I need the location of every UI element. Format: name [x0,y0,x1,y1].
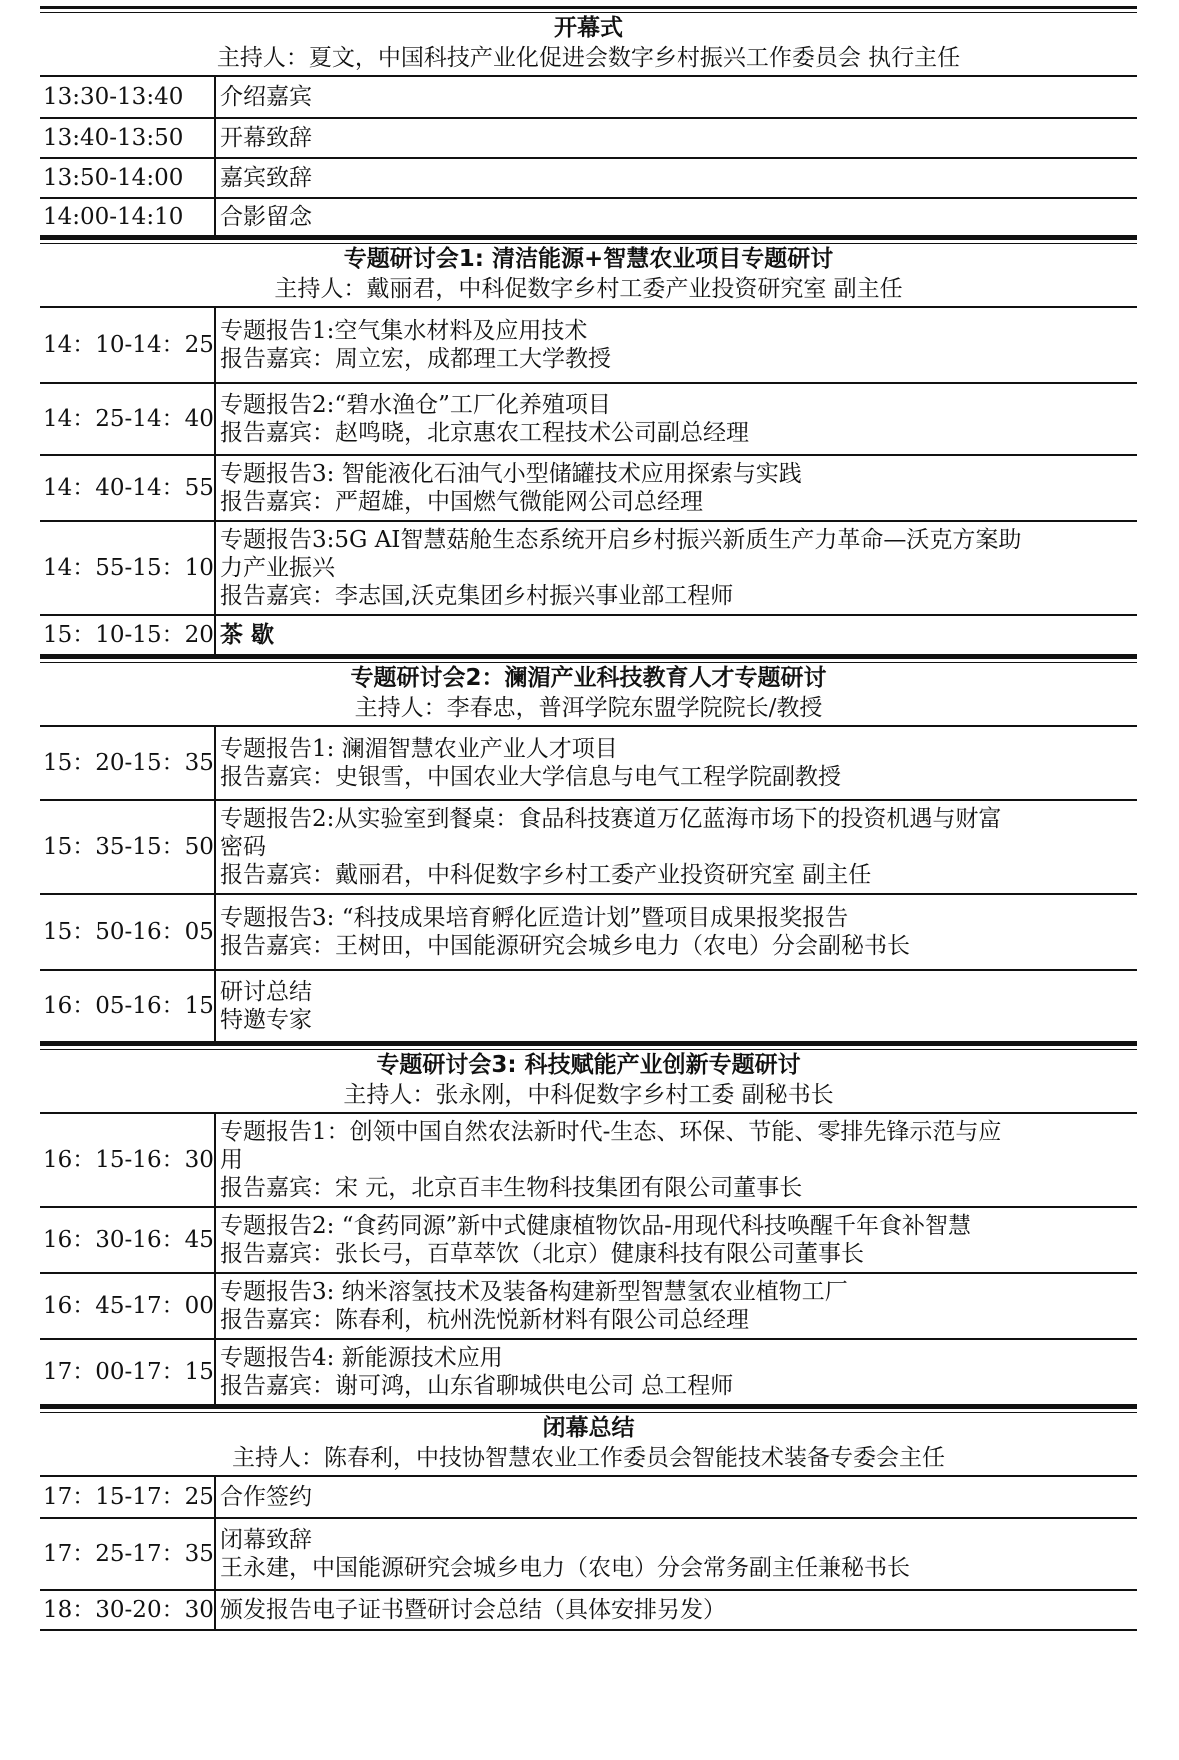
section-title: 专题研讨会2：澜湄产业科技教育人才专题研讨 [350,665,827,691]
schedule-row [40,615,1137,655]
schedule-row [40,1518,1137,1590]
session-line: 王永建，中国能源研究会城乡电力（农电）分会常务副主任兼秘书长 [220,1555,910,1581]
session-content [215,1113,1137,1207]
session-line: 报告嘉宾：王树田，中国能源研究会城乡电力（农电）分会副秘书长 [220,933,910,959]
time-slot: 14：10-14：25 [40,307,215,383]
session-content [215,1273,1137,1339]
schedule-row [40,1590,1137,1630]
agenda-page [40,0,1137,1631]
session-line: 闭幕致辞 [220,1527,312,1553]
section-host: 主持人：张永刚，中科促数字乡村工委 副秘书长 [343,1082,834,1108]
session-line: 密码 [220,834,266,860]
time-slot: 17：25-17：35 [40,1518,215,1590]
session-line: 嘉宾致辞 [220,165,312,191]
time-slot: 13:50-14:00 [40,158,215,198]
time-slot: 15：35-15：50 [40,800,215,894]
session-line: 报告嘉宾：戴丽君，中科促数字乡村工委产业投资研究室 副主任 [220,862,872,888]
session-line: 报告嘉宾：陈春利，杭州洗悦新材料有限公司总经理 [220,1307,749,1333]
schedule-row [40,1273,1137,1339]
time-slot: 15：10-15：20 [40,615,215,655]
session-line: 专题报告1:空气集水材料及应用技术 [220,318,588,344]
session-content [215,1590,1137,1630]
session-content [215,1518,1137,1590]
session-content [215,158,1137,198]
session-line: 专题报告2: “食药同源”新中式健康植物饮品-用现代科技唤醒千年食补智慧 [220,1213,971,1239]
time-slot: 15：20-15：35 [40,726,215,800]
schedule-row [40,1113,1137,1207]
section-header [40,663,1137,725]
time-slot: 13:40-13:50 [40,118,215,158]
section-title: 闭幕总结 [542,1415,635,1441]
schedule-row [40,894,1137,970]
time-slot: 13:30-13:40 [40,76,215,118]
time-slot: 18：30-20：30 [40,1590,215,1630]
schedule-row [40,383,1137,455]
session-line: 报告嘉宾：周立宏，成都理工大学教授 [220,346,611,372]
session-line: 合影留念 [220,204,312,230]
time-slot: 14：40-14：55 [40,455,215,521]
session-content [215,894,1137,970]
section-divider [40,237,1137,244]
session-line: 专题报告2:从实验室到餐桌：食品科技赛道万亿蓝海市场下的投资机遇与财富 [220,806,1002,832]
session-line: 专题报告1：创领中国自然农法新时代-生态、环保、节能、零排先锋示范与应 [220,1119,1002,1145]
schedule-table [40,306,1137,656]
session-line: 专题报告2:“碧水渔仓”工厂化养殖项目 [220,392,611,418]
session-line: 专题报告3: “科技成果培育孵化匠造计划”暨项目成果报奖报告 [220,905,849,931]
session-line: 报告嘉宾：赵鸣晓，北京惠农工程技术公司副总经理 [220,420,749,446]
session-line: 专题报告4: 新能源技术应用 [220,1345,503,1371]
cropped-header [40,0,1137,6]
session-line: 专题报告1: 澜湄智慧农业产业人才项目 [220,736,618,762]
section-divider [40,656,1137,663]
session-line: 报告嘉宾：张长弓，百草萃饮（北京）健康科技有限公司董事长 [220,1241,864,1267]
section-divider [40,1406,1137,1413]
session-line: 报告嘉宾：严超雄，中国燃气微能网公司总经理 [220,489,703,515]
section-divider [40,1043,1137,1050]
schedule-row [40,521,1137,615]
schedule-row [40,1476,1137,1518]
section-header [40,1050,1137,1112]
session-line: 专题报告3: 纳米溶氢技术及装备构建新型智慧氢农业植物工厂 [220,1279,848,1305]
agenda-body [40,6,1137,1631]
schedule-row [40,76,1137,118]
time-slot: 16：05-16：15 [40,970,215,1042]
schedule-row [40,726,1137,800]
time-slot: 16：30-16：45 [40,1207,215,1273]
session-content [215,615,1137,655]
schedule-row [40,455,1137,521]
session-line: 专题报告3: 智能液化石油气小型储罐技术应用探索与实践 [220,461,802,487]
schedule-row [40,118,1137,158]
time-slot: 17：15-17：25 [40,1476,215,1518]
time-slot: 15：50-16：05 [40,894,215,970]
section-host: 主持人：李春忠，普洱学院东盟学院院长/教授 [354,695,823,721]
session-content [215,118,1137,158]
time-slot: 14：55-15：10 [40,521,215,615]
session-content [215,307,1137,383]
schedule-row [40,970,1137,1042]
schedule-row [40,1207,1137,1273]
section-header [40,244,1137,306]
session-content [215,198,1137,236]
session-line: 报告嘉宾：谢可鸿，山东省聊城供电公司 总工程师 [220,1373,734,1399]
session-line: 报告嘉宾：宋 元，北京百丰生物科技集团有限公司董事长 [220,1175,803,1201]
section-title: 专题研讨会3: 科技赋能产业创新专题研讨 [376,1052,801,1078]
session-content [215,1476,1137,1518]
section-host: 主持人：陈春利，中技协智慧农业工作委员会智能技术装备专委会主任 [232,1445,945,1471]
section-header [40,1413,1137,1475]
section-title: 开幕式 [554,15,623,41]
session-content [215,455,1137,521]
session-line: 力产业振兴 [220,555,335,581]
time-slot: 14：25-14：40 [40,383,215,455]
schedule-row [40,158,1137,198]
session-line: 用 [220,1147,243,1173]
schedule-row [40,198,1137,236]
session-line: 合作签约 [220,1484,312,1510]
time-slot: 16：15-16：30 [40,1113,215,1207]
time-slot: 16：45-17：00 [40,1273,215,1339]
session-content [215,1207,1137,1273]
session-line: 报告嘉宾：李志国,沃克集团乡村振兴事业部工程师 [220,583,734,609]
session-line: 研讨总结 [220,979,312,1005]
session-content [215,76,1137,118]
section-header [40,13,1137,75]
session-content [215,521,1137,615]
schedule-row [40,307,1137,383]
session-line: 颁发报告电子证书暨研讨会总结（具体安排另发） [220,1597,726,1623]
session-line: 茶 歇 [220,622,275,648]
schedule-row [40,1339,1137,1405]
section-divider [40,6,1137,13]
schedule-table [40,725,1137,1043]
session-line: 开幕致辞 [220,125,312,151]
schedule-row [40,800,1137,894]
section-host: 主持人：戴丽君，中科促数字乡村工委产业投资研究室 副主任 [274,276,903,302]
session-line: 介绍嘉宾 [220,84,312,110]
schedule-table [40,1112,1137,1406]
session-content [215,970,1137,1042]
session-content [215,726,1137,800]
session-line: 报告嘉宾：史银雪，中国农业大学信息与电气工程学院副教授 [220,764,841,790]
section-host: 主持人：夏文，中国科技产业化促进会数字乡村振兴工作委员会 执行主任 [216,45,961,71]
session-line: 专题报告3:5G AI智慧菇舱生态系统开启乡村振兴新质生产力革命—沃克方案助 [220,527,1022,553]
session-content [215,800,1137,894]
time-slot: 14:00-14:10 [40,198,215,236]
session-content [215,383,1137,455]
session-content [215,1339,1137,1405]
schedule-table [40,75,1137,237]
section-title: 专题研讨会1: 清洁能源+智慧农业项目专题研讨 [343,246,834,272]
time-slot: 17：00-17：15 [40,1339,215,1405]
session-line: 特邀专家 [220,1007,312,1033]
schedule-table [40,1475,1137,1631]
